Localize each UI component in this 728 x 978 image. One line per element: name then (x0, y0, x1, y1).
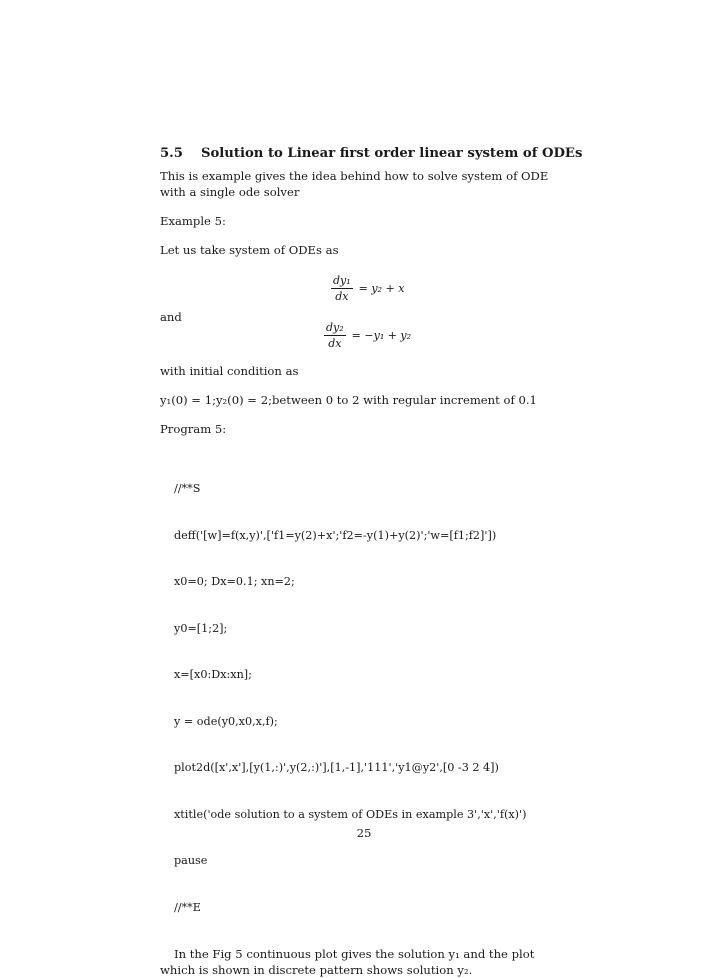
equation-1 (331, 274, 572, 303)
system-intro: Let us take system of ODEs as (160, 243, 339, 257)
code-line: //**S (174, 482, 201, 495)
code-line: x=[x0:Dx:xn]; (174, 668, 252, 681)
initial-condition-intro: with initial condition as (160, 364, 299, 378)
equation-2 (324, 321, 572, 350)
equation-1-denominator: dx (335, 290, 349, 303)
equation-2-numerator: dy₂ (326, 321, 344, 334)
section-heading (160, 146, 583, 162)
code-line: //**E (174, 900, 201, 914)
section-number: 5.5 (160, 146, 183, 161)
initial-condition: y₁(0) = 1;y₂(0) = 2;between 0 to 2 with regular increment of 0.1 (160, 393, 537, 407)
page-content (160, 146, 583, 978)
program-label: Program 5: (160, 422, 227, 436)
equation-2-denominator: dx (328, 337, 342, 350)
program-code (160, 450, 572, 946)
intro-paragraph: This is example gives the idea behind how to solve system of ODE with a single ode solver (160, 169, 549, 199)
equation-1-rhs: = y₂ + x (358, 281, 405, 295)
code-line: pause (174, 854, 208, 867)
equation-1-numerator: dy₁ (333, 274, 351, 287)
and-label: and (160, 310, 182, 324)
equation-2-rhs: = −y₁ + y₂ (351, 328, 412, 342)
code-line: deff('[w]=f(x,y)',['f1=y(2)+x';'f2=-y(1)+y(2)';'w=[f1;f2]']) (174, 528, 497, 542)
example-label: Example 5: (160, 214, 226, 228)
code-line: x0=0; Dx=0.1; xn=2; (174, 575, 295, 588)
code-line: plot2d([x',x'],[y(1,:)',y(2,:)'],[1,-1],'111','y1@y2',[0 -3 2 4]) (174, 761, 499, 774)
code-line: xtitle('ode solution to a system of ODEs in example 3','x','f(x)') (174, 807, 527, 821)
equation-1-fraction (331, 274, 353, 303)
equation-2-fraction (324, 321, 346, 350)
section-title: Solution to Linear first order linear system of ODEs (200, 146, 583, 161)
page-number: 25 (356, 826, 372, 840)
code-line: y0=[1;2]; (174, 621, 228, 635)
closing-paragraph: In the Fig 5 continuous plot gives the solution y₁ and the plot which is shown in discrete pattern shows solution y₂. (160, 947, 535, 977)
code-line: y = ode(y0,x0,x,f); (174, 714, 278, 728)
